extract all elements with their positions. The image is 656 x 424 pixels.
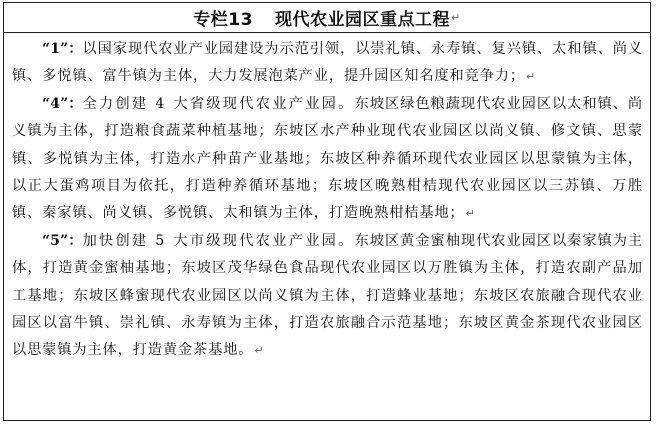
return-mark-icon: ↵: [525, 70, 537, 84]
paragraph-1: [12, 36, 643, 91]
paragraph-tag: “4”：: [42, 95, 83, 112]
paragraph-lead: 全力创建 4 大省级现代农业产业园。: [82, 95, 355, 112]
paragraph-4: [12, 91, 643, 228]
return-mark-icon: ↵: [254, 344, 265, 358]
paragraph-lead: 加快创建 5 大市级现代农业产业园。: [82, 232, 355, 249]
feature-box: [3, 2, 651, 421]
return-mark-icon: ↵: [450, 11, 461, 24]
paragraph-tag: “1”：: [42, 41, 83, 57]
box-title-prefix: 专栏13: [193, 10, 253, 30]
paragraph-text: 以国家现代农业产业园建设为示范引领，以崇礼镇、永寿镇、复兴镇、太和镇、尚义镇、多悦镇、富牛镇为主体，大力发展泡菜产业，提升园区知名度和竞争力；: [12, 41, 643, 85]
box-title: [4, 3, 650, 33]
paragraph-text: 东坡区黄金蜜柚现代农业园区以秦家镇为主体，打造黄金蜜柚基地；东坡区茂华绿色食品现代农业园区以万胜镇为主体，打造农副产品加工基地；东坡区蜂蜜现代农业园区以尚义镇为主体，打造蜂业基地；东坡区农旅融合现代农业园区以富牛镇、崇礼镇、永寿镇为主体，打造农旅融合示范基地；东坡区黄金茶现代农业园区以思蒙镇为主体，打造黄金茶基地。: [12, 232, 643, 359]
box-body: [4, 33, 650, 365]
paragraph-text: 东坡区绿色粮蔬现代农业园区以太和镇、尚义镇为主体，打造粮食蔬菜种植基地；东坡区水产种业现代农业园区以尚义镇、修文镇、思蒙镇、多悦镇为主体，打造水产种苗产业基地；东坡区种养循环现代农业园区以思蒙镇为主体，以正大蛋鸡项目为依托，打造种养循环基地；东坡区晚熟柑桔现代农业园区以三苏镇、万胜镇、秦家镇、尚义镇、多悦镇、太和镇为主体，打造晚熟柑桔基地；: [12, 95, 643, 222]
paragraph-5: [12, 228, 643, 365]
return-mark-icon: ↵: [465, 207, 476, 221]
paragraph-tag: “5”：: [42, 232, 83, 249]
box-title-text: 现代农业园区重点工程: [274, 10, 450, 30]
